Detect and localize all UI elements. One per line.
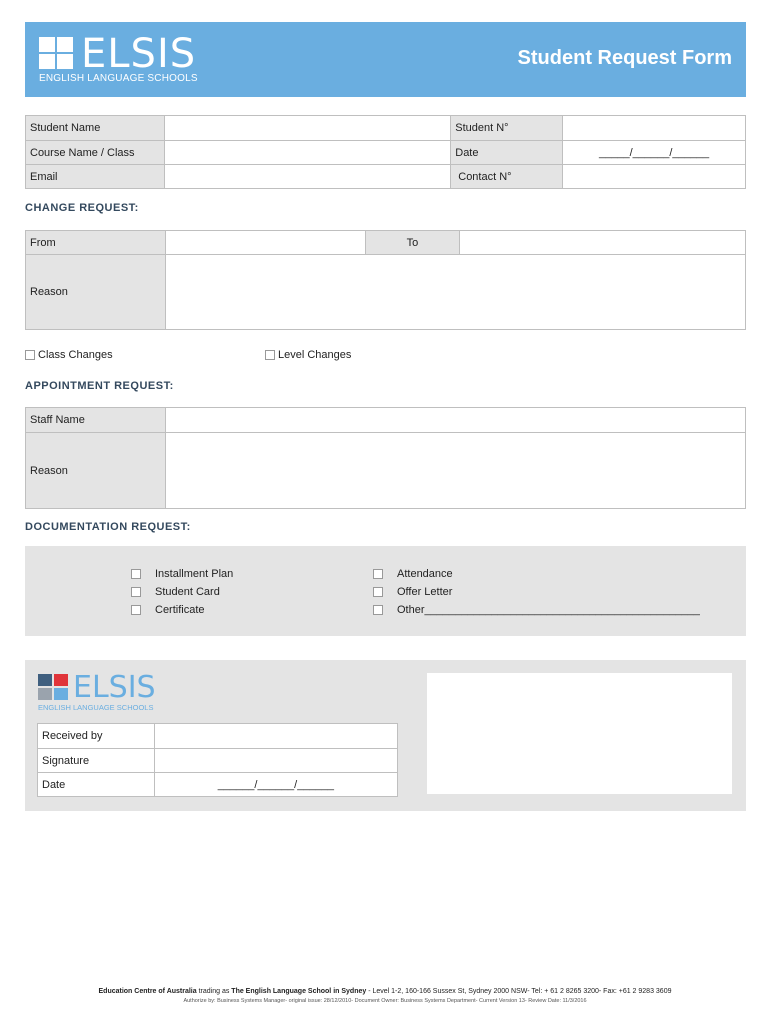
staff-name-field[interactable] bbox=[165, 408, 745, 433]
student-no-field[interactable] bbox=[563, 116, 746, 141]
appointment-reason-field[interactable] bbox=[165, 433, 745, 509]
course-class-label: Course Name / Class bbox=[26, 141, 165, 165]
certificate-label: Certificate bbox=[155, 604, 205, 616]
student-card-checkbox[interactable] bbox=[131, 587, 141, 597]
student-name-label: Student Name bbox=[26, 116, 165, 141]
level-changes-label: Level Changes bbox=[278, 349, 352, 361]
documentation-options-box bbox=[25, 546, 746, 636]
student-info-table bbox=[25, 115, 746, 189]
to-field[interactable] bbox=[460, 231, 746, 255]
class-changes-checkbox[interactable] bbox=[25, 350, 35, 360]
from-field[interactable] bbox=[165, 231, 365, 255]
footer-document-info: Authorize by: Business Systems Manager- original issue: 28/12/2010- Document Owner: Business Systems Department- Current Version 13- Review Date: 11/3/2016 bbox=[183, 998, 587, 1004]
date-label: Date bbox=[451, 141, 563, 165]
footer-org: Education Centre of Australia bbox=[98, 988, 197, 995]
class-changes-label: Class Changes bbox=[38, 349, 113, 361]
doc-option-offer-letter[interactable] bbox=[373, 586, 452, 598]
other-label: Other_____________________________________________ bbox=[397, 604, 700, 616]
office-use-box bbox=[25, 660, 746, 811]
appointment-request-table bbox=[25, 407, 746, 509]
other-checkbox[interactable] bbox=[373, 605, 383, 615]
contact-no-label: Contact N° bbox=[451, 165, 563, 189]
footer-address bbox=[0, 988, 770, 995]
email-field[interactable] bbox=[164, 165, 450, 189]
appointment-reason-label: Reason bbox=[26, 433, 166, 509]
office-date-label: Date bbox=[38, 773, 155, 797]
office-signoff-table bbox=[37, 723, 398, 797]
doc-option-certificate[interactable] bbox=[131, 604, 205, 616]
signature-label: Signature bbox=[38, 749, 155, 773]
elsis-small-logo-icon bbox=[38, 674, 70, 700]
change-reason-field[interactable] bbox=[165, 255, 745, 330]
footer-trading: trading as bbox=[196, 988, 232, 995]
offer-letter-checkbox[interactable] bbox=[373, 587, 383, 597]
email-label: Email bbox=[26, 165, 165, 189]
received-by-field[interactable] bbox=[154, 724, 397, 749]
student-card-label: Student Card bbox=[155, 586, 220, 598]
installment-plan-label: Installment Plan bbox=[155, 568, 234, 580]
course-class-field[interactable] bbox=[164, 141, 450, 165]
doc-option-attendance[interactable] bbox=[373, 568, 453, 580]
office-logo-wordmark: ELSIS bbox=[73, 670, 156, 705]
office-date-field[interactable]: ______/______/______ bbox=[154, 773, 397, 797]
staff-name-label: Staff Name bbox=[26, 408, 166, 433]
to-label: To bbox=[365, 231, 460, 255]
from-label: From bbox=[26, 231, 166, 255]
appointment-request-heading: APPOINTMENT REQUEST: bbox=[25, 380, 174, 392]
contact-no-field[interactable] bbox=[563, 165, 746, 189]
logo-wordmark: ELSIS bbox=[81, 31, 197, 77]
doc-option-student-card[interactable] bbox=[131, 586, 220, 598]
page-title: Student Request Form bbox=[517, 47, 732, 69]
logo-subtitle: ENGLISH LANGUAGE SCHOOLS bbox=[39, 73, 198, 84]
level-changes-option[interactable] bbox=[265, 349, 351, 361]
signature-field[interactable] bbox=[154, 749, 397, 773]
student-name-field[interactable] bbox=[164, 116, 450, 141]
doc-option-installment-plan[interactable] bbox=[131, 568, 233, 580]
footer-address-text: - Level 1-2, 160-166 Sussex St, Sydney 2000 NSW- Tel: + 61 2 8265 3200- Fax: +61 2 9283 3609 bbox=[366, 988, 672, 995]
change-request-heading: CHANGE REQUEST: bbox=[25, 202, 139, 214]
footer-school: The English Language School in Sydney bbox=[231, 988, 367, 995]
header-banner bbox=[25, 22, 746, 97]
received-by-label: Received by bbox=[38, 724, 155, 749]
change-request-table bbox=[25, 230, 746, 330]
attendance-label: Attendance bbox=[397, 568, 453, 580]
installment-plan-checkbox[interactable] bbox=[131, 569, 141, 579]
date-field[interactable]: _____/______/______ bbox=[563, 141, 746, 165]
student-no-label: Student N° bbox=[451, 116, 563, 141]
doc-option-other[interactable] bbox=[373, 604, 700, 616]
attendance-checkbox[interactable] bbox=[373, 569, 383, 579]
level-changes-checkbox[interactable] bbox=[265, 350, 275, 360]
certificate-checkbox[interactable] bbox=[131, 605, 141, 615]
documentation-request-heading: DOCUMENTATION REQUEST: bbox=[25, 521, 191, 533]
change-reason-label: Reason bbox=[26, 255, 166, 330]
office-stamp-area[interactable] bbox=[427, 673, 732, 794]
class-changes-option[interactable] bbox=[25, 349, 113, 361]
elsis-logo-icon bbox=[39, 37, 73, 69]
offer-letter-label: Offer Letter bbox=[397, 586, 453, 598]
office-logo-subtitle: ENGLISH LANGUAGE SCHOOLS bbox=[38, 703, 154, 712]
